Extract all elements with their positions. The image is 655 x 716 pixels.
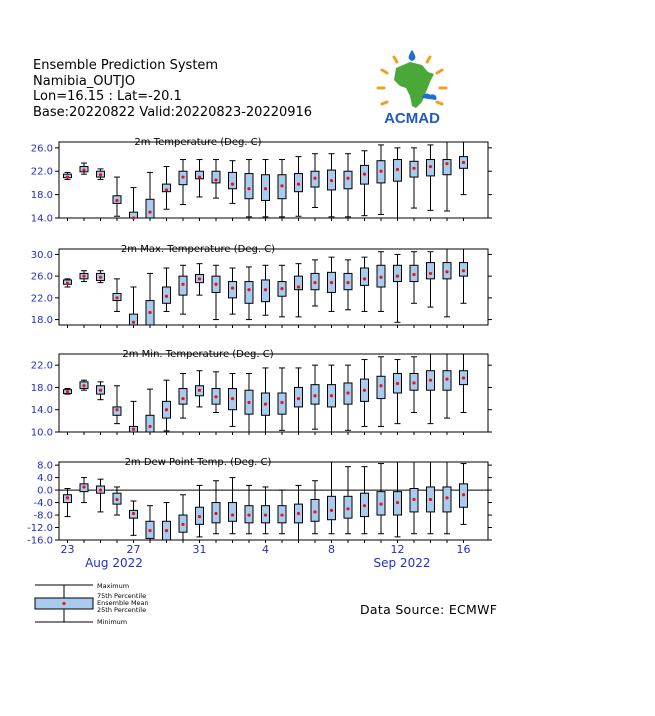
mean-marker [115, 296, 118, 299]
y-tick-label: 10.0 [30, 427, 53, 439]
x-tick-label: 23 [60, 543, 75, 556]
mean-marker [198, 277, 201, 280]
mean-marker [363, 173, 366, 176]
y-tick-label: -12.0 [27, 523, 53, 535]
y-tick-label: 8.0 [37, 460, 53, 472]
iqr-box [361, 268, 369, 285]
mean-marker [346, 391, 349, 394]
y-tick-label: 22.0 [30, 293, 53, 305]
panel-frame [59, 142, 488, 218]
y-tick-label: 18.0 [30, 190, 53, 202]
mean-marker [280, 513, 283, 516]
mean-marker [363, 504, 366, 507]
mean-marker [148, 529, 151, 532]
y-tick-label: 14.0 [30, 213, 53, 225]
mean-marker [132, 321, 135, 324]
mean-marker [412, 167, 415, 170]
mean-marker [231, 182, 234, 185]
mean-marker [445, 270, 448, 273]
mean-marker [297, 182, 300, 185]
mean-marker [330, 509, 333, 512]
mean-marker [247, 288, 250, 291]
mean-marker [412, 498, 415, 501]
iqr-box [229, 282, 237, 298]
mean-marker [181, 397, 184, 400]
y-tick-label: 26.0 [30, 271, 53, 283]
mean-marker [99, 389, 102, 392]
legend-mean-dot [62, 602, 65, 605]
month-label: Aug 2022 [85, 556, 143, 570]
y-tick-label: 4.0 [37, 473, 53, 485]
mean-marker [115, 498, 118, 501]
mean-marker [115, 408, 118, 411]
mean-marker [462, 269, 465, 272]
mean-marker [379, 384, 382, 387]
mean-marker [346, 281, 349, 284]
y-tick-label: 0.0 [37, 485, 53, 497]
mean-marker [412, 381, 415, 384]
mean-marker [445, 377, 448, 380]
legend-mean: Ensemble Mean [97, 599, 149, 607]
mean-marker [132, 216, 135, 219]
iqr-box [146, 415, 154, 432]
mean-marker [264, 187, 267, 190]
mean-marker [363, 277, 366, 280]
mean-marker [396, 275, 399, 278]
mean-marker [330, 281, 333, 284]
panel-frame [59, 462, 488, 540]
panel-title: 2m Dew Point Temp. (Deg. C) [124, 457, 272, 468]
mean-marker [148, 311, 151, 314]
chart-legend [32, 580, 332, 630]
y-tick-label: 18.0 [30, 382, 53, 394]
iqr-box [443, 160, 451, 175]
y-tick-label: 22.0 [30, 166, 53, 178]
mean-marker [330, 179, 333, 182]
mean-marker [165, 295, 168, 298]
mean-marker [330, 394, 333, 397]
logo-text: ACMAD [384, 110, 440, 127]
mean-marker [214, 512, 217, 515]
mean-marker [462, 161, 465, 164]
mean-marker [231, 513, 234, 516]
panel-frame [59, 354, 488, 432]
iqr-box [229, 172, 237, 188]
mean-marker [181, 523, 184, 526]
mean-marker [462, 376, 465, 379]
mean-marker [148, 211, 151, 214]
iqr-box [245, 282, 253, 304]
mean-marker [181, 175, 184, 178]
mean-marker [82, 275, 85, 278]
mean-marker [313, 281, 316, 284]
mean-marker [247, 187, 250, 190]
mean-marker [66, 175, 69, 178]
mean-marker [132, 512, 135, 515]
y-tick-label: 18.0 [30, 315, 53, 327]
mean-marker [66, 496, 69, 499]
coordinates: Lon=16.15 : Lat=-20.1 [33, 89, 182, 104]
y-tick-label: 30.0 [30, 249, 53, 261]
mean-marker [313, 510, 316, 513]
y-tick-label: 22.0 [30, 360, 53, 372]
mean-marker [214, 178, 217, 181]
mean-marker [280, 287, 283, 290]
panel-title: 2m Temperature (Deg. C) [134, 137, 262, 148]
mean-marker [363, 389, 366, 392]
iqr-box [427, 263, 435, 279]
mean-marker [429, 272, 432, 275]
mean-marker [181, 283, 184, 286]
mean-marker [313, 177, 316, 180]
mean-marker [396, 382, 399, 385]
mean-marker [132, 428, 135, 431]
mean-marker [429, 498, 432, 501]
month-label: Sep 2022 [373, 556, 431, 570]
x-tick-label: 31 [192, 543, 207, 556]
mean-marker [379, 503, 382, 506]
mean-marker [82, 384, 85, 387]
mean-marker [445, 162, 448, 165]
mean-marker [247, 401, 250, 404]
mean-marker [99, 488, 102, 491]
mean-marker [396, 501, 399, 504]
y-tick-label: 14.0 [30, 405, 53, 417]
mean-marker [214, 395, 217, 398]
mean-marker [313, 394, 316, 397]
mean-marker [396, 168, 399, 171]
mean-marker [247, 513, 250, 516]
mean-marker [214, 283, 217, 286]
mean-marker [231, 286, 234, 289]
mean-marker [280, 401, 283, 404]
iqr-box [146, 199, 154, 218]
mean-marker [297, 285, 300, 288]
mean-marker [412, 273, 415, 276]
iqr-box [394, 265, 402, 281]
y-tick-label: -4.0 [33, 498, 53, 510]
mean-marker [198, 515, 201, 518]
mean-marker [82, 485, 85, 488]
mean-marker [148, 425, 151, 428]
data-source: Data Source: ECMWF [360, 602, 498, 617]
mean-marker [379, 170, 382, 173]
mean-marker [165, 188, 168, 191]
panel-title: 2m Min. Temperature (Deg. C) [122, 349, 274, 360]
mean-marker [264, 288, 267, 291]
legend-p75: 75th Percentile [97, 592, 147, 600]
mean-marker [66, 390, 69, 393]
mean-marker [346, 177, 349, 180]
iqr-box [179, 389, 187, 405]
system-title: Ensemble Prediction System [33, 58, 219, 73]
x-tick-label: 27 [126, 543, 141, 556]
iqr-box [344, 171, 352, 189]
mean-marker [462, 493, 465, 496]
x-tick-label: 8 [328, 543, 335, 556]
mean-marker [280, 184, 283, 187]
mean-marker [66, 282, 69, 285]
mean-marker [445, 496, 448, 499]
mean-marker [99, 173, 102, 176]
mean-marker [231, 397, 234, 400]
panel-frame [59, 249, 488, 325]
legend-maximum: Maximum [97, 582, 130, 590]
y-tick-label: -16.0 [27, 535, 53, 547]
panel-title: 2m Max. Temperature (Deg. C) [120, 244, 276, 255]
iqr-box [377, 376, 385, 398]
y-tick-label: -8.0 [33, 510, 53, 522]
mean-marker [346, 507, 349, 510]
mean-marker [379, 276, 382, 279]
mean-marker [198, 175, 201, 178]
mean-marker [165, 408, 168, 411]
x-tick-label: 12 [390, 543, 405, 556]
mean-marker [198, 389, 201, 392]
mean-marker [429, 379, 432, 382]
y-tick-label: 26.0 [30, 143, 53, 155]
mean-marker [82, 168, 85, 171]
iqr-box [245, 174, 253, 199]
mean-marker [264, 403, 267, 406]
mean-marker [264, 513, 267, 516]
mean-marker [297, 512, 300, 515]
legend-minimum: Minimum [97, 618, 128, 626]
mean-marker [297, 397, 300, 400]
iqr-box [328, 496, 336, 519]
base-valid-dates: Base:20220822 Valid:20220823-20220916 [33, 104, 313, 120]
x-tick-label: 4 [262, 543, 269, 556]
mean-marker [429, 165, 432, 168]
mean-marker [165, 529, 168, 532]
location-name: Namibia_OUTJO [33, 73, 136, 89]
x-tick-label: 16 [456, 543, 471, 556]
mean-marker [115, 199, 118, 202]
iqr-box [229, 503, 237, 522]
mean-marker [99, 276, 102, 279]
legend-p25: 25th Percentile [97, 606, 147, 614]
